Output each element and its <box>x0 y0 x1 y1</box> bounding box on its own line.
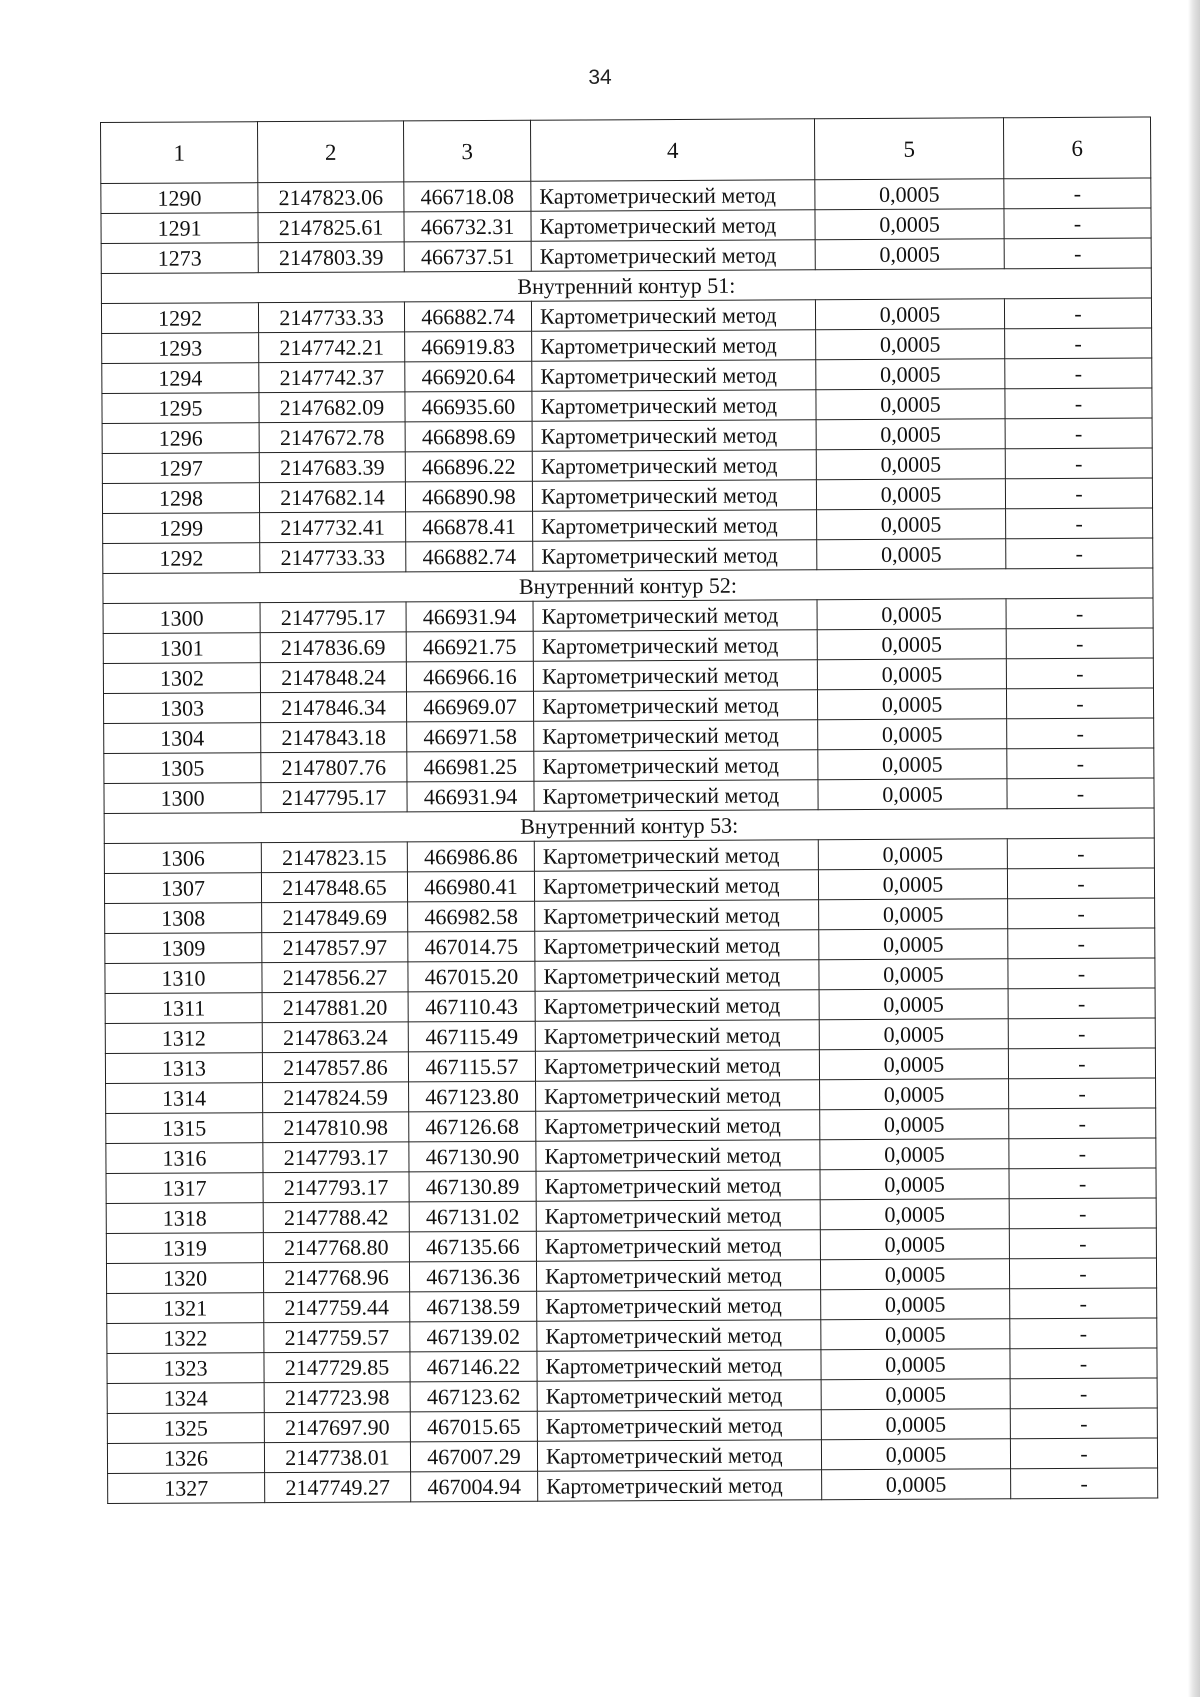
cell-coord-y: 466898.69 <box>405 421 532 452</box>
section-label: Внутренний контур 52: <box>103 568 1153 603</box>
cell-note: - <box>1004 238 1151 269</box>
table-row <box>108 1468 1158 1503</box>
cell-coord-x: 2147848.24 <box>260 662 406 693</box>
cell-note: - <box>1007 838 1154 869</box>
cell-method: Картометрический метод <box>536 1200 820 1231</box>
cell-coord-y: 467004.94 <box>411 1471 538 1502</box>
cell-accuracy: 0,0005 <box>816 479 1005 510</box>
cell-note: - <box>1007 868 1154 899</box>
cell-coord-y: 466980.41 <box>407 871 534 902</box>
cell-point-number: 1320 <box>106 1263 263 1294</box>
cell-point-number: 1318 <box>106 1203 263 1234</box>
cell-note: - <box>1004 298 1151 329</box>
header-col-5: 5 <box>814 118 1003 180</box>
cell-method: Картометрический метод <box>536 1080 820 1111</box>
cell-method: Картометрический метод <box>531 180 815 211</box>
cell-note: - <box>1005 418 1152 449</box>
cell-point-number: 1300 <box>104 783 261 814</box>
cell-point-number: 1322 <box>107 1323 264 1354</box>
cell-note: - <box>1008 1018 1155 1049</box>
cell-point-number: 1305 <box>104 753 261 784</box>
cell-accuracy: 0,0005 <box>817 539 1006 570</box>
cell-method: Картометрический метод <box>533 540 817 571</box>
cell-method: Картометрический метод <box>536 1170 820 1201</box>
cell-coord-y: 466935.60 <box>405 391 532 422</box>
cell-note: - <box>1008 958 1155 989</box>
cell-accuracy: 0,0005 <box>815 179 1004 210</box>
cell-coord-x: 2147729.85 <box>264 1352 410 1383</box>
cell-point-number: 1300 <box>103 603 260 634</box>
cell-coord-y: 467138.59 <box>410 1291 537 1322</box>
cell-coord-x: 2147749.27 <box>265 1472 411 1503</box>
cell-coord-y: 466737.51 <box>404 241 531 272</box>
cell-coord-x: 2147863.24 <box>262 1022 408 1053</box>
section-label: Внутренний контур 51: <box>101 268 1151 303</box>
cell-coord-x: 2147848.65 <box>261 872 407 903</box>
cell-coord-x: 2147795.17 <box>261 782 407 813</box>
cell-coord-x: 2147683.39 <box>259 452 405 483</box>
cell-accuracy: 0,0005 <box>816 389 1005 420</box>
cell-coord-x: 2147733.33 <box>258 302 404 333</box>
cell-method: Картометрический метод <box>533 630 817 661</box>
cell-accuracy: 0,0005 <box>817 689 1006 720</box>
cell-method: Картометрический метод <box>537 1320 821 1351</box>
cell-method: Картометрический метод <box>532 330 816 361</box>
cell-note: - <box>1005 478 1152 509</box>
cell-point-number: 1312 <box>105 1023 262 1054</box>
cell-coord-y: 466890.98 <box>405 481 532 512</box>
cell-accuracy: 0,0005 <box>819 959 1008 990</box>
cell-method: Картометрический метод <box>534 840 818 871</box>
cell-method: Картометрический метод <box>535 1050 819 1081</box>
cell-note: - <box>1010 1288 1157 1319</box>
cell-accuracy: 0,0005 <box>820 1079 1009 1110</box>
cell-point-number: 1294 <box>102 363 259 394</box>
cell-coord-y: 466882.74 <box>404 301 531 332</box>
cell-note: - <box>1005 388 1152 419</box>
cell-method: Картометрический метод <box>531 300 815 331</box>
table-header <box>101 117 1151 183</box>
cell-point-number: 1292 <box>103 543 260 574</box>
cell-coord-x: 2147788.42 <box>263 1202 409 1233</box>
cell-point-number: 1314 <box>106 1083 263 1114</box>
cell-coord-x: 2147768.80 <box>263 1232 409 1263</box>
cell-note: - <box>1009 1198 1156 1229</box>
cell-point-number: 1290 <box>101 183 258 214</box>
cell-accuracy: 0,0005 <box>821 1349 1010 1380</box>
cell-note: - <box>1005 328 1152 359</box>
cell-accuracy: 0,0005 <box>816 329 1005 360</box>
cell-coord-y: 466920.64 <box>405 361 532 392</box>
cell-note: - <box>1008 928 1155 959</box>
cell-coord-y: 466969.07 <box>406 691 533 722</box>
cell-accuracy: 0,0005 <box>821 1409 1010 1440</box>
cell-method: Картометрический метод <box>536 1110 820 1141</box>
header-col-1: 1 <box>101 122 258 184</box>
cell-coord-x: 2147793.17 <box>263 1142 409 1173</box>
cell-method: Картометрический метод <box>532 420 816 451</box>
cell-note: - <box>1010 1348 1157 1379</box>
cell-coord-y: 467123.80 <box>409 1081 536 1112</box>
cell-accuracy: 0,0005 <box>820 1199 1009 1230</box>
cell-coord-y: 467139.02 <box>410 1321 537 1352</box>
cell-coord-x: 2147881.20 <box>262 992 408 1023</box>
cell-coord-y: 467135.66 <box>409 1231 536 1262</box>
cell-method: Картометрический метод <box>535 900 819 931</box>
cell-method: Картометрический метод <box>533 660 817 691</box>
coordinates-table <box>100 116 1158 1503</box>
cell-note: - <box>1010 1318 1157 1349</box>
cell-method: Картометрический метод <box>533 510 817 541</box>
cell-coord-y: 467131.02 <box>409 1201 536 1232</box>
cell-method: Картометрический метод <box>534 870 818 901</box>
cell-note: - <box>1004 208 1151 239</box>
cell-accuracy: 0,0005 <box>817 599 1006 630</box>
cell-coord-x: 2147810.98 <box>263 1112 409 1143</box>
cell-method: Картометрический метод <box>538 1470 822 1501</box>
cell-point-number: 1313 <box>105 1053 262 1084</box>
header-col-3: 3 <box>403 120 530 182</box>
cell-accuracy: 0,0005 <box>815 239 1004 270</box>
cell-coord-y: 467130.89 <box>409 1171 536 1202</box>
cell-coord-y: 467015.65 <box>410 1411 537 1442</box>
cell-point-number: 1324 <box>107 1383 264 1414</box>
cell-note: - <box>1010 1408 1157 1439</box>
cell-method: Картометрический метод <box>537 1440 821 1471</box>
cell-point-number: 1327 <box>108 1473 265 1504</box>
cell-note: - <box>1009 1168 1156 1199</box>
cell-coord-x: 2147672.78 <box>259 422 405 453</box>
cell-method: Картометрический метод <box>533 690 817 721</box>
cell-accuracy: 0,0005 <box>817 509 1006 540</box>
cell-accuracy: 0,0005 <box>819 929 1008 960</box>
cell-note: - <box>1011 1468 1158 1499</box>
cell-coord-y: 467015.20 <box>408 961 535 992</box>
cell-point-number: 1309 <box>105 933 262 964</box>
cell-coord-x: 2147733.33 <box>260 542 406 573</box>
cell-coord-x: 2147742.21 <box>259 332 405 363</box>
cell-method: Картометрический метод <box>535 1020 819 1051</box>
cell-accuracy: 0,0005 <box>820 1259 1009 1290</box>
cell-coord-y: 467115.57 <box>408 1051 535 1082</box>
cell-point-number: 1316 <box>106 1143 263 1174</box>
cell-coord-x: 2147793.17 <box>263 1172 409 1203</box>
header-col-2: 2 <box>258 121 404 183</box>
cell-note: - <box>1007 778 1154 809</box>
cell-note: - <box>1004 178 1151 209</box>
cell-coord-y: 466981.25 <box>407 751 534 782</box>
section-label: Внутренний контур 53: <box>104 808 1154 843</box>
cell-coord-x: 2147697.90 <box>264 1412 410 1443</box>
cell-coord-y: 467110.43 <box>408 991 535 1022</box>
cell-coord-y: 467146.22 <box>410 1351 537 1382</box>
cell-point-number: 1273 <box>101 243 258 274</box>
cell-method: Картометрический метод <box>534 720 818 751</box>
cell-point-number: 1311 <box>105 993 262 1024</box>
cell-accuracy: 0,0005 <box>821 1439 1010 1470</box>
cell-coord-y: 466896.22 <box>405 451 532 482</box>
cell-coord-x: 2147846.34 <box>260 692 406 723</box>
cell-note: - <box>1008 1048 1155 1079</box>
cell-note: - <box>1007 748 1154 779</box>
cell-point-number: 1306 <box>104 843 261 874</box>
cell-accuracy: 0,0005 <box>822 1469 1011 1500</box>
cell-method: Картометрический метод <box>534 780 818 811</box>
cell-point-number: 1293 <box>102 333 259 364</box>
cell-coord-x: 2147857.97 <box>262 932 408 963</box>
cell-note: - <box>1007 718 1154 749</box>
cell-coord-x: 2147823.06 <box>258 182 404 213</box>
header-row <box>101 117 1151 183</box>
cell-point-number: 1302 <box>103 663 260 694</box>
cell-note: - <box>1006 628 1153 659</box>
cell-coord-y: 466971.58 <box>407 721 534 752</box>
cell-accuracy: 0,0005 <box>819 1019 1008 1050</box>
cell-accuracy: 0,0005 <box>821 1319 1010 1350</box>
cell-point-number: 1299 <box>103 513 260 544</box>
cell-note: - <box>1010 1438 1157 1469</box>
cell-coord-x: 2147824.59 <box>263 1082 409 1113</box>
cell-coord-y: 466982.58 <box>408 901 535 932</box>
cell-coord-x: 2147723.98 <box>264 1382 410 1413</box>
cell-accuracy: 0,0005 <box>819 1049 1008 1080</box>
cell-method: Картометрический метод <box>537 1380 821 1411</box>
cell-accuracy: 0,0005 <box>820 1229 1009 1260</box>
cell-accuracy: 0,0005 <box>816 419 1005 450</box>
cell-method: Картометрический метод <box>535 930 819 961</box>
cell-note: - <box>1010 1378 1157 1409</box>
cell-method: Картометрический метод <box>536 1230 820 1261</box>
table-body <box>101 178 1158 1503</box>
cell-accuracy: 0,0005 <box>818 779 1007 810</box>
header-col-4: 4 <box>530 119 814 181</box>
cell-coord-y: 466921.75 <box>406 631 533 662</box>
cell-method: Картометрический метод <box>533 600 817 631</box>
cell-method: Картометрический метод <box>531 210 815 241</box>
cell-coord-x: 2147825.61 <box>258 212 404 243</box>
cell-method: Картометрический метод <box>536 1260 820 1291</box>
cell-accuracy: 0,0005 <box>818 839 1007 870</box>
cell-accuracy: 0,0005 <box>820 1109 1009 1140</box>
cell-coord-y: 466931.94 <box>407 781 534 812</box>
cell-accuracy: 0,0005 <box>819 989 1008 1020</box>
cell-note: - <box>1006 538 1153 569</box>
cell-point-number: 1315 <box>106 1113 263 1144</box>
cell-coord-x: 2147849.69 <box>262 902 408 933</box>
cell-method: Картометрический метод <box>537 1350 821 1381</box>
cell-point-number: 1291 <box>101 213 258 244</box>
cell-note: - <box>1006 598 1153 629</box>
cell-coord-y: 467115.49 <box>408 1021 535 1052</box>
cell-coord-y: 467136.36 <box>409 1261 536 1292</box>
cell-note: - <box>1009 1078 1156 1109</box>
cell-point-number: 1323 <box>107 1353 264 1384</box>
cell-coord-x: 2147857.86 <box>262 1052 408 1083</box>
cell-method: Картометрический метод <box>532 480 816 511</box>
cell-coord-y: 466732.31 <box>404 211 531 242</box>
cell-accuracy: 0,0005 <box>815 299 1004 330</box>
scan-edge-shadow <box>1188 0 1200 1697</box>
cell-point-number: 1310 <box>105 963 262 994</box>
cell-point-number: 1303 <box>103 693 260 724</box>
cell-coord-y: 467014.75 <box>408 931 535 962</box>
cell-coord-y: 466878.41 <box>406 511 533 542</box>
cell-coord-x: 2147742.37 <box>259 362 405 393</box>
cell-accuracy: 0,0005 <box>818 749 1007 780</box>
cell-point-number: 1321 <box>107 1293 264 1324</box>
cell-accuracy: 0,0005 <box>816 449 1005 480</box>
cell-point-number: 1292 <box>101 303 258 334</box>
cell-accuracy: 0,0005 <box>816 359 1005 390</box>
cell-point-number: 1319 <box>106 1233 263 1264</box>
cell-method: Картометрический метод <box>535 990 819 1021</box>
cell-point-number: 1317 <box>106 1173 263 1204</box>
cell-coord-x: 2147759.44 <box>264 1292 410 1323</box>
cell-accuracy: 0,0005 <box>821 1379 1010 1410</box>
cell-method: Картометрический метод <box>532 450 816 481</box>
cell-accuracy: 0,0005 <box>820 1169 1009 1200</box>
cell-coord-x: 2147682.09 <box>259 392 405 423</box>
cell-coord-y: 466882.74 <box>406 541 533 572</box>
cell-coord-x: 2147795.17 <box>260 602 406 633</box>
cell-point-number: 1325 <box>107 1413 264 1444</box>
cell-method: Картометрический метод <box>535 960 819 991</box>
cell-coord-y: 467007.29 <box>410 1441 537 1472</box>
cell-accuracy: 0,0005 <box>817 659 1006 690</box>
cell-note: - <box>1005 448 1152 479</box>
cell-method: Картометрический метод <box>537 1290 821 1321</box>
cell-accuracy: 0,0005 <box>818 869 1007 900</box>
cell-coord-x: 2147843.18 <box>261 722 407 753</box>
cell-coord-y: 467123.62 <box>410 1381 537 1412</box>
cell-method: Картометрический метод <box>532 390 816 421</box>
cell-method: Картометрический метод <box>532 360 816 391</box>
cell-point-number: 1307 <box>104 873 261 904</box>
cell-note: - <box>1006 688 1153 719</box>
cell-coord-x: 2147732.41 <box>260 512 406 543</box>
cell-coord-x: 2147759.57 <box>264 1322 410 1353</box>
cell-coord-x: 2147738.01 <box>264 1442 410 1473</box>
cell-method: Картометрический метод <box>531 240 815 271</box>
cell-coord-y: 466931.94 <box>406 601 533 632</box>
cell-point-number: 1297 <box>102 453 259 484</box>
cell-accuracy: 0,0005 <box>821 1289 1010 1320</box>
cell-coord-x: 2147803.39 <box>258 242 404 273</box>
cell-coord-y: 467126.68 <box>409 1111 536 1142</box>
cell-method: Картометрический метод <box>534 750 818 781</box>
cell-point-number: 1304 <box>104 723 261 754</box>
cell-coord-y: 466966.16 <box>406 661 533 692</box>
cell-coord-y: 466919.83 <box>405 331 532 362</box>
cell-coord-y: 466718.08 <box>404 181 531 212</box>
cell-point-number: 1301 <box>103 633 260 664</box>
cell-coord-x: 2147856.27 <box>262 962 408 993</box>
cell-note: - <box>1005 358 1152 389</box>
cell-coord-y: 466986.86 <box>407 841 534 872</box>
cell-accuracy: 0,0005 <box>817 629 1006 660</box>
cell-note: - <box>1008 898 1155 929</box>
cell-point-number: 1308 <box>105 903 262 934</box>
cell-point-number: 1296 <box>102 423 259 454</box>
cell-note: - <box>1009 1108 1156 1139</box>
cell-note: - <box>1009 1258 1156 1289</box>
cell-coord-x: 2147682.14 <box>259 482 405 513</box>
cell-coord-x: 2147807.76 <box>261 752 407 783</box>
cell-point-number: 1295 <box>102 393 259 424</box>
cell-method: Картометрический метод <box>536 1140 820 1171</box>
cell-accuracy: 0,0005 <box>819 899 1008 930</box>
cell-coord-x: 2147823.15 <box>261 842 407 873</box>
cell-note: - <box>1006 508 1153 539</box>
cell-note: - <box>1008 988 1155 1019</box>
cell-method: Картометрический метод <box>537 1410 821 1441</box>
cell-note: - <box>1006 658 1153 689</box>
cell-accuracy: 0,0005 <box>820 1139 1009 1170</box>
cell-point-number: 1298 <box>102 483 259 514</box>
cell-coord-x: 2147836.69 <box>260 632 406 663</box>
cell-point-number: 1326 <box>107 1443 264 1474</box>
cell-accuracy: 0,0005 <box>818 719 1007 750</box>
header-col-6: 6 <box>1003 117 1150 179</box>
cell-note: - <box>1009 1138 1156 1169</box>
cell-coord-y: 467130.90 <box>409 1141 536 1172</box>
cell-coord-x: 2147768.96 <box>263 1262 409 1293</box>
cell-accuracy: 0,0005 <box>815 209 1004 240</box>
page-number: 34 <box>588 66 612 89</box>
cell-note: - <box>1009 1228 1156 1259</box>
